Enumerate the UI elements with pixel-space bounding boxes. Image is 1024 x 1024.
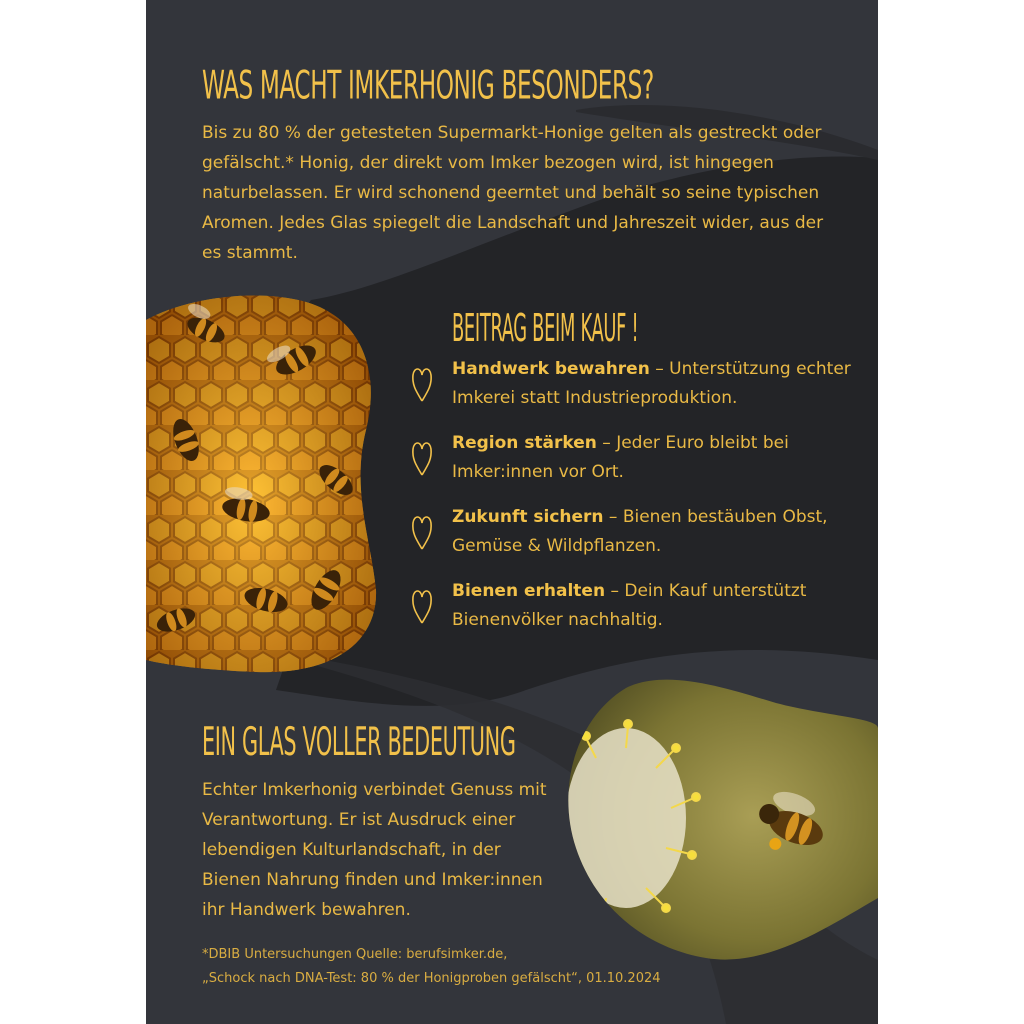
heart-outline-icon <box>410 361 434 405</box>
footnote-line: „Schock nach DNA-Test: 80 % der Honigproben gefälscht“, 01.10.2024 <box>202 971 661 986</box>
list-item <box>408 503 868 577</box>
footnote-line: *DBIB Untersuchungen Quelle: berufsimker.de, <box>202 947 508 962</box>
section-title-meaning: EIN GLAS VOLLER BEDEUTUNG <box>202 718 516 765</box>
heart-outline-icon <box>410 509 434 553</box>
bee-flying-willow-image <box>566 668 878 963</box>
flyer-page <box>146 0 878 1024</box>
benefit-title: Zukunft sichern <box>452 507 604 527</box>
benefit-text: – Jeder Euro bleibt bei Imker:innen vor Ort. <box>452 433 789 482</box>
benefit-title: Bienen erhalten <box>452 581 606 601</box>
page-title: WAS MACHT IMKERHONIG BESONDERS? <box>202 62 654 109</box>
list-item <box>408 355 868 429</box>
section-title-purchase: BEITRAG BEIM KAUF ! <box>452 305 639 351</box>
benefit-text: – Dein Kauf unterstützt Bienenvölker nachhaltig. <box>452 581 807 630</box>
benefit-title: Region stärken <box>452 433 597 453</box>
benefit-list <box>408 355 868 651</box>
benefit-text: – Bienen bestäuben Obst, Gemüse & Wildpflanzen. <box>452 507 828 556</box>
list-item <box>408 577 868 651</box>
heart-outline-icon <box>410 435 434 479</box>
closing-paragraph: Echter Imkerhonig verbindet Genuss mit Verantwortung. Er ist Ausdruck einer lebendigen Kulturlandschaft, in der Bienen Nahrung finden und Imker:innen ihr Handwerk bewahren. <box>202 780 547 920</box>
list-item <box>408 429 868 503</box>
heart-outline-icon <box>410 583 434 627</box>
honeycomb-bees-image <box>146 290 381 675</box>
footnote <box>202 943 852 991</box>
intro-paragraph: Bis zu 80 % der getesteten Supermarkt-Honige gelten als gestreckt oder gefälscht.* Honig, der direkt vom Imker bezogen wird, ist hingegen naturbelassen. Er wird schonend geerntet und behält so seine typischen Aromen. Jedes Glas spiegelt die Landschaft und Jahreszeit wider, aus der es stammt. <box>202 123 824 263</box>
benefit-title: Handwerk bewahren <box>452 359 650 379</box>
benefit-text: – Unterstützung echter Imkerei statt Industrieproduktion. <box>452 359 851 408</box>
